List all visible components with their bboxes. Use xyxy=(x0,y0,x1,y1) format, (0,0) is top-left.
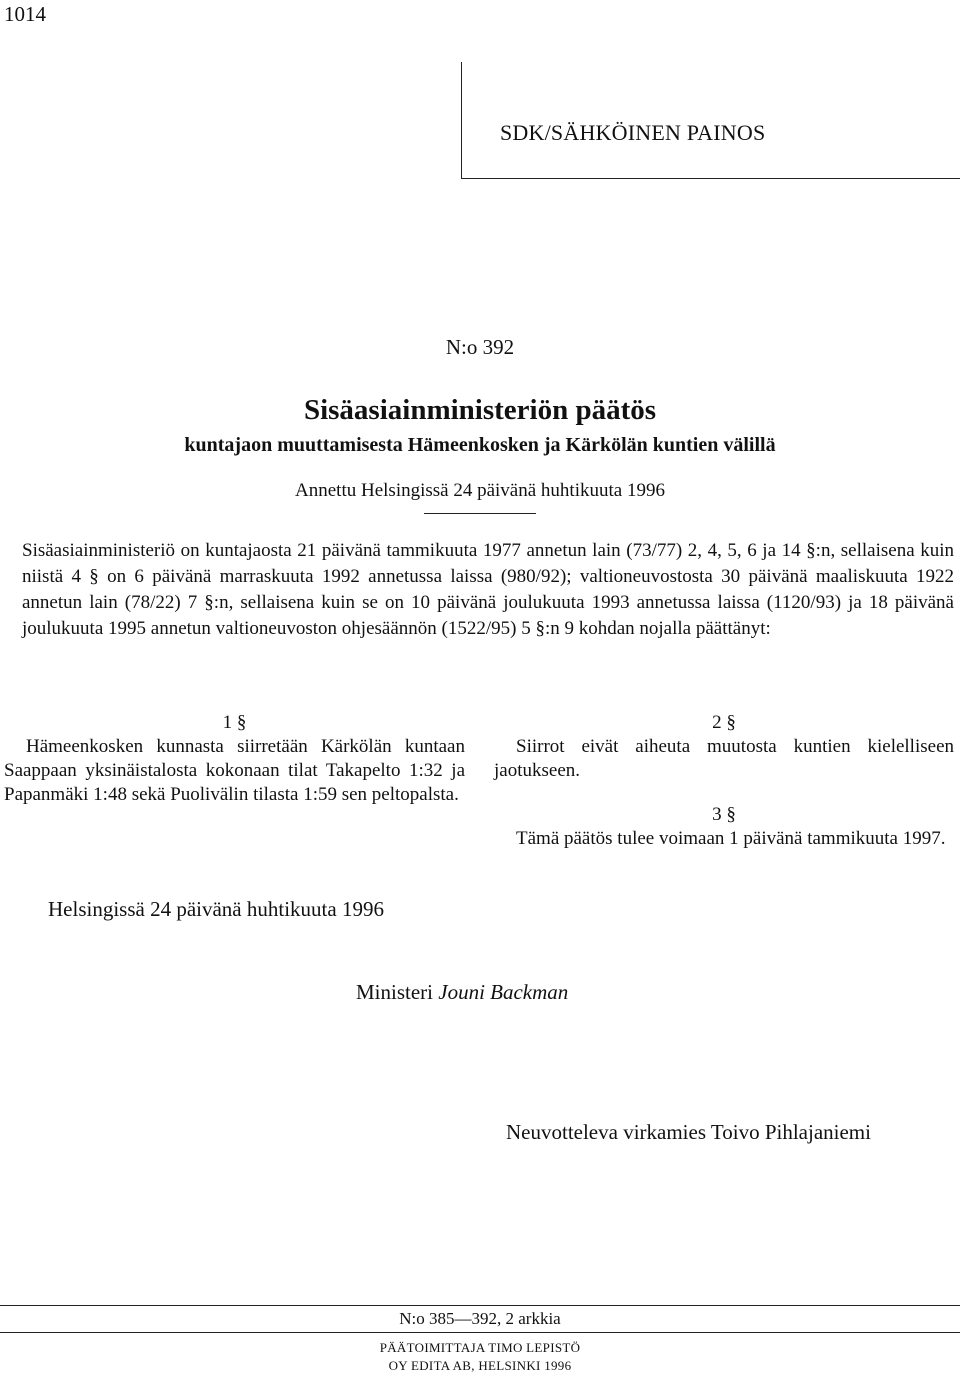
section-2 xyxy=(494,711,954,783)
section-1 xyxy=(4,711,465,807)
section-heading: 1 § xyxy=(222,712,247,733)
footer-divider xyxy=(0,1332,960,1333)
section-text: Tämä päätös tulee voimaan 1 päivänä tammikuuta 1997. xyxy=(516,828,946,849)
footer-editor: PÄÄTOIMITTAJA TIMO LEPISTÖ xyxy=(379,1340,581,1355)
document-number: N:o 392 xyxy=(445,335,515,359)
section-heading: 2 § xyxy=(712,712,736,733)
preamble-paragraph: Sisäasiainministeriö on kuntajaosta 21 päivänä tammikuuta 1977 annetun lain (73/77) 2, 4, 5, 6 ja 14 §:n, sellaisena kuin niistä 4 § on 6 päivänä marraskuuta 1992 annetussa laissa (980/92); valtioneuvostosta 30 päivänä maaliskuuta 1922 annetun lain (78/22) 7 §:n, sellaisena kuin se on 10 päivänä joulukuuta 1993 annetussa laissa (1120/93) ja 18 päivänä joulukuuta 1995 annetun valtioneuvoston ohjesäännön (1522/95) 5 §:n 9 kohdan nojalla päättänyt: xyxy=(22,540,954,639)
official-signature: Neuvotteleva virkamies Toivo Pihlajaniemi xyxy=(506,1120,871,1144)
minister-title: Ministeri xyxy=(356,980,433,1004)
minister-name: Jouni Backman xyxy=(438,980,569,1004)
document-title: Sisäasiainministeriön päätös xyxy=(303,394,657,426)
footer-printer: OY EDITA AB, HELSINKI 1996 xyxy=(388,1358,572,1373)
document-given-line: Annettu Helsingissä 24 päivänä huhtikuuta 1996 xyxy=(295,480,665,501)
minister-signature xyxy=(356,980,568,1005)
place-and-date: Helsingissä 24 päivänä huhtikuuta 1996 xyxy=(48,897,384,921)
section-3 xyxy=(494,803,954,851)
footer-divider xyxy=(0,1305,960,1306)
title-divider xyxy=(424,513,536,514)
section-text: Hämeenkosken kunnasta siirretään Kärkölän kuntaan Saappaan yksinäistalosta kokonaan tilat Takapelto 1:32 ja Papanmäki 1:48 sekä Puolivälin tilasta 1:59 sen peltopalsta. xyxy=(4,736,465,805)
section-heading: 3 § xyxy=(712,804,736,825)
page-number: 1014 xyxy=(4,2,46,26)
publication-label: SDK/SÄHKÖINEN PAINOS xyxy=(500,120,766,145)
section-text: Siirrot eivät aiheuta muutosta kuntien kielelliseen jaotukseen. xyxy=(494,736,954,781)
footer-sheet-info: N:o 385—392, 2 arkkia xyxy=(399,1309,561,1328)
document-subtitle: kuntajaon muuttamisesta Hämeenkosken ja Kärkölän kuntien välillä xyxy=(184,434,776,456)
